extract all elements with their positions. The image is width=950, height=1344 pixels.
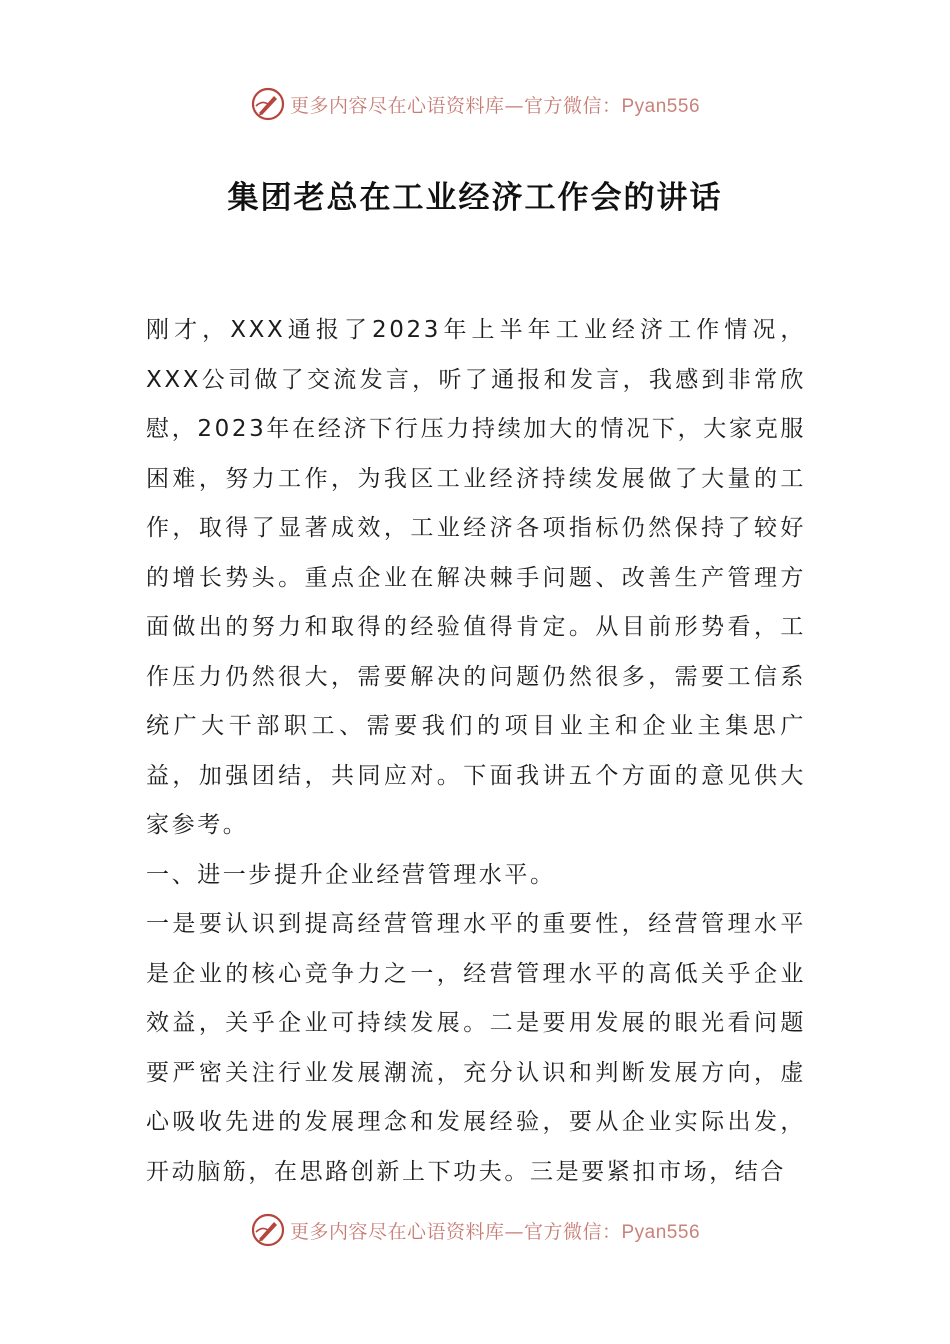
banner-label: 更多内容尽在心语资料库—官方微信： <box>289 1220 622 1243</box>
paragraph-intro: 刚才，XXX通报了2023年上半年工业经济工作情况，XXX公司做了交流发言，听了通报和发言，我感到非常欣慰，2023年在经济下行压力持续加大的情况下，大家克服困难，努力工作，为我区工业经济持续发展做了大量的工作，取得了显著成效，工业经济各项指标仍然保持了较好的增长势头。重点企业在解决棘手问题、改善生产管理方面做出的努力和取得的经验值得肯定。从目前形势看，工作压力仍然很大，需要解决的问题仍然很多，需要工信系统广大干部职工、需要我们的项目业主和企业主集思广益，加强团结，共同应对。下面我讲五个方面的意见供大家参考。 <box>146 317 806 838</box>
document-body <box>146 306 806 1197</box>
wechat-id: Pyan556 <box>621 95 701 117</box>
banner-text <box>290 91 700 118</box>
wechat-id: Pyan556 <box>621 1221 701 1243</box>
header-banner <box>0 84 950 124</box>
section-heading: 一、进一步提升企业经营管理水平。 <box>146 861 556 888</box>
footer-banner <box>0 1210 950 1250</box>
paragraph-section-1: 一是要认识到提高经营管理水平的重要性，经营管理水平是企业的核心竞争力之一，经营管理水平的高低关乎企业效益，关乎企业可持续发展。二是要用发展的眼光看问题要严密关注行业发展潮流，充分认识和判断发展方向，虚心吸收先进的发展理念和发展经验，要从企业实际出发，开动脑筋，在思路创新上下功夫。三是要紧扣市场，结合 <box>146 911 806 1185</box>
document-title: 集团老总在工业经济工作会的讲话 <box>227 180 723 216</box>
banner-label: 更多内容尽在心语资料库—官方微信： <box>289 94 622 117</box>
pen-circle-logo-icon <box>250 86 286 122</box>
pen-circle-logo-icon <box>250 1212 286 1248</box>
banner-text <box>290 1217 700 1244</box>
